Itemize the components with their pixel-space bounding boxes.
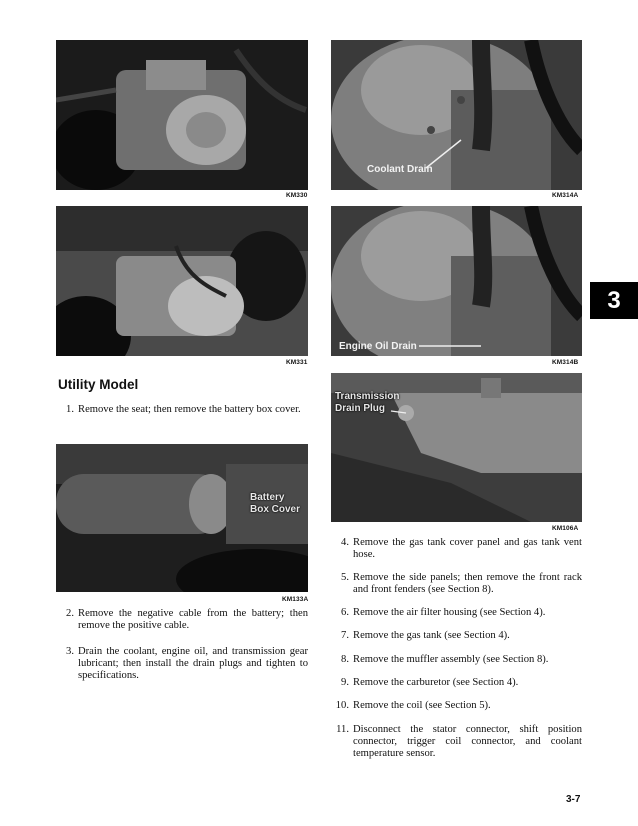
muffler-photo-graphic: [56, 444, 308, 592]
step-number: 3.: [66, 646, 74, 657]
step-text: Remove the coil (see Section 5).: [353, 700, 491, 711]
step-number: 11.: [336, 724, 349, 735]
section-heading: Utility Model: [58, 377, 139, 392]
callout-transmission: Transmission: [335, 391, 400, 402]
callout-coolant-drain: Coolant Drain: [367, 164, 433, 175]
step-number: 8.: [341, 654, 349, 665]
step-11: [331, 724, 582, 761]
photo-km331: [56, 206, 308, 356]
oil-drain-photo-graphic: [331, 206, 582, 356]
engine-side-photo-graphic: [56, 206, 308, 356]
step-text: Remove the seat; then remove the battery box cover.: [78, 404, 301, 415]
callout-engine-oil-drain: Engine Oil Drain: [339, 341, 417, 352]
figure-code-km314a: KM314A: [552, 192, 579, 199]
step-text: Remove the muffler assembly (see Section 8).: [353, 654, 549, 665]
step-number: 9.: [341, 677, 349, 688]
callout-battery: Battery: [250, 492, 285, 503]
photo-km330: [56, 40, 308, 190]
callout-drain-plug: Drain Plug: [335, 403, 386, 414]
step-number: 2.: [66, 608, 74, 619]
step-10: [331, 700, 582, 712]
engine-photo-graphic: [56, 40, 308, 190]
step-text: Remove the gas tank (see Section 4).: [353, 630, 510, 641]
step-7: [331, 630, 582, 642]
step-text: Remove the air filter housing (see Section 4).: [353, 607, 546, 618]
step-5: [331, 572, 582, 596]
step-9: [331, 677, 582, 689]
photo-km314a: [331, 40, 582, 190]
step-number: 1.: [66, 404, 74, 415]
page-number: 3-7: [566, 794, 581, 805]
callout-box-cover: Box Cover: [250, 504, 301, 515]
step-text: Drain the coolant, engine oil, and transmission gear lubricant; then install the drain plugs and tighten to specifications.: [78, 646, 308, 682]
step-text: Disconnect the stator connector, shift position connector, trigger coil connector, and coolant temperature sensor.: [353, 724, 582, 760]
photo-km106a: [331, 373, 582, 522]
step-1: [56, 404, 308, 416]
step-text: Remove the carburetor (see Section 4).: [353, 677, 519, 688]
step-text: Remove the side panels; then remove the front rack and front fenders (see Section 8).: [353, 572, 582, 596]
photo-km314b: [331, 206, 582, 356]
step-text: Remove the gas tank cover panel and gas tank vent hose.: [353, 537, 582, 561]
figure-code-km330: KM330: [286, 192, 308, 199]
figure-code-km106a: KM106A: [552, 525, 579, 532]
figure-code-km314b: KM314B: [552, 359, 579, 366]
step-6: [331, 607, 582, 619]
section-tab: 3: [590, 282, 638, 319]
step-number: 6.: [341, 607, 349, 618]
step-number: 4.: [341, 537, 349, 548]
step-number: 10.: [335, 700, 349, 711]
figure-code-km133a: KM133A: [282, 596, 309, 603]
step-3: [56, 646, 308, 683]
step-number: 7.: [341, 630, 349, 641]
step-8: [331, 654, 582, 666]
photo-km133a: [56, 444, 308, 592]
step-number: 5.: [341, 572, 349, 583]
figure-code-km331: KM331: [286, 359, 308, 366]
step-2: [56, 608, 308, 632]
step-text: Remove the negative cable from the battery; then remove the positive cable.: [78, 608, 308, 632]
step-4: [331, 537, 582, 561]
